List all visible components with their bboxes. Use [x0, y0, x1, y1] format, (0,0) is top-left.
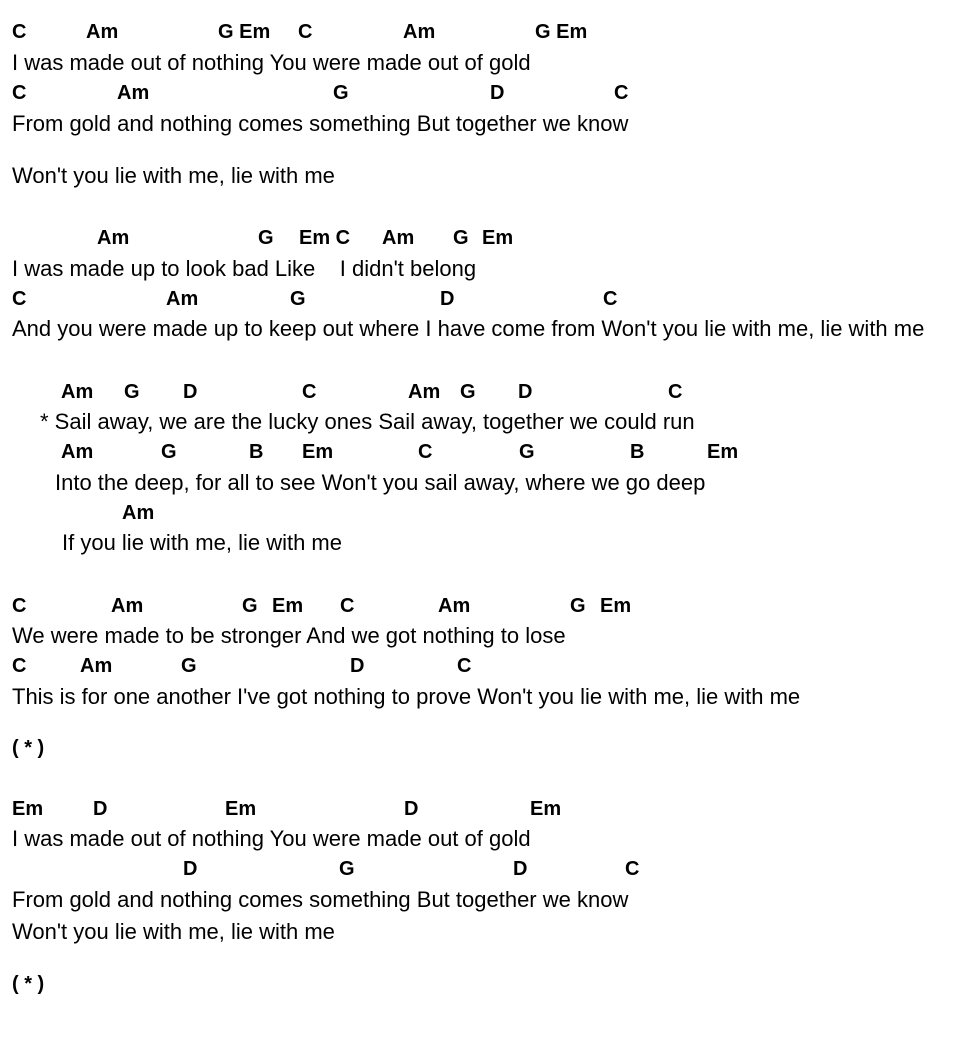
chord-symbol: C [668, 381, 683, 403]
chord-symbol: C [12, 655, 27, 677]
chord-row [0, 799, 963, 821]
lyric-line: If you lie with me, lie with me [62, 530, 342, 555]
chord-symbol: G [460, 381, 476, 403]
chord-symbol: D [518, 381, 533, 403]
chord-symbol: Em [272, 595, 304, 617]
lyric-line: From gold and nothing comes something But together we know [12, 887, 629, 912]
chord-symbol: G [453, 227, 469, 249]
chord-symbol: Am [403, 21, 436, 43]
chord-symbol: Am [97, 227, 130, 249]
chord-symbol: C [12, 288, 27, 310]
chord-row [0, 83, 963, 105]
chord-row [0, 596, 963, 618]
chord-symbol: G [290, 288, 306, 310]
chorus-repeat-marker: ( * ) [12, 973, 45, 995]
chord-symbol: G [242, 595, 258, 617]
chord-row [0, 22, 963, 44]
chord-symbol: C [12, 82, 27, 104]
chord-symbol: Am [122, 502, 155, 524]
chord-symbol: Am [382, 227, 415, 249]
chord-symbol: Em [530, 798, 562, 820]
lyric-line: We were made to be stronger And we got nothing to lose [12, 623, 566, 648]
chord-row [0, 228, 963, 250]
lyric-line: And you were made up to keep out where I have come from Won't you lie with me, lie with me [12, 316, 925, 341]
chord-symbol: G [339, 858, 355, 880]
chord-row [0, 656, 963, 678]
chord-symbol: G [570, 595, 586, 617]
chord-symbol: C [418, 441, 433, 463]
chord-symbol: Am [438, 595, 471, 617]
chord-symbol: Em [12, 798, 44, 820]
chord-symbol: G Em [535, 21, 588, 43]
chord-symbol: Em [225, 798, 257, 820]
chord-row [0, 289, 963, 311]
lyric-line: From gold and nothing comes something But together we know [12, 111, 629, 136]
chord-symbol: C [614, 82, 629, 104]
chord-symbol: Am [80, 655, 113, 677]
lyric-line: Won't you lie with me, lie with me [12, 919, 335, 944]
chorus-repeat-marker: ( * ) [12, 737, 45, 759]
chord-symbol: Am [117, 82, 150, 104]
chord-symbol: D [440, 288, 455, 310]
chord-symbol: C [12, 595, 27, 617]
chord-symbol: Am [86, 21, 119, 43]
chord-symbol: C [298, 21, 313, 43]
chord-symbol: C [457, 655, 472, 677]
chord-symbol: Am [61, 441, 94, 463]
chord-symbol: B [249, 441, 264, 463]
chord-symbol: Em [482, 227, 514, 249]
chord-symbol: C [625, 858, 640, 880]
chord-symbol: C [340, 595, 355, 617]
chord-symbol: Em C [299, 227, 351, 249]
lyric-line: Won't you lie with me, lie with me [12, 163, 335, 188]
chord-symbol: Am [111, 595, 144, 617]
chord-symbol: D [183, 381, 198, 403]
chord-symbol: B [630, 441, 645, 463]
chord-row [0, 503, 963, 525]
chord-symbol: D [183, 858, 198, 880]
lyric-line: Into the deep, for all to see Won't you sail away, where we go deep [55, 470, 706, 495]
chord-symbol: G [519, 441, 535, 463]
chord-symbol: D [490, 82, 505, 104]
chord-row [0, 382, 963, 404]
lyric-line: I was made up to look bad Like I didn't belong [12, 256, 477, 281]
chord-row [0, 442, 963, 464]
lyric-line: I was made out of nothing You were made out of gold [12, 50, 531, 75]
chord-symbol: C [302, 381, 317, 403]
chord-row [0, 859, 963, 881]
chord-symbol: G [124, 381, 140, 403]
chord-symbol: Am [166, 288, 199, 310]
chord-symbol: G [333, 82, 349, 104]
lyric-line: I was made out of nothing You were made out of gold [12, 826, 531, 851]
chord-symbol: Em [707, 441, 739, 463]
chord-symbol: G Em [218, 21, 271, 43]
chord-symbol: C [603, 288, 618, 310]
chord-symbol: G [181, 655, 197, 677]
chord-symbol: D [93, 798, 108, 820]
chord-symbol: G [161, 441, 177, 463]
lyric-line: * Sail away, we are the lucky ones Sail away, together we could run [40, 409, 695, 434]
chord-symbol: Em [600, 595, 632, 617]
chord-symbol: D [513, 858, 528, 880]
chord-symbol: Am [408, 381, 441, 403]
chord-symbol: D [350, 655, 365, 677]
chord-symbol: G [258, 227, 274, 249]
chord-symbol: Em [302, 441, 334, 463]
chord-symbol: D [404, 798, 419, 820]
chord-symbol: Am [61, 381, 94, 403]
lyric-line: This is for one another I've got nothing to prove Won't you lie with me, lie with me [12, 684, 801, 709]
chord-symbol: C [12, 21, 27, 43]
